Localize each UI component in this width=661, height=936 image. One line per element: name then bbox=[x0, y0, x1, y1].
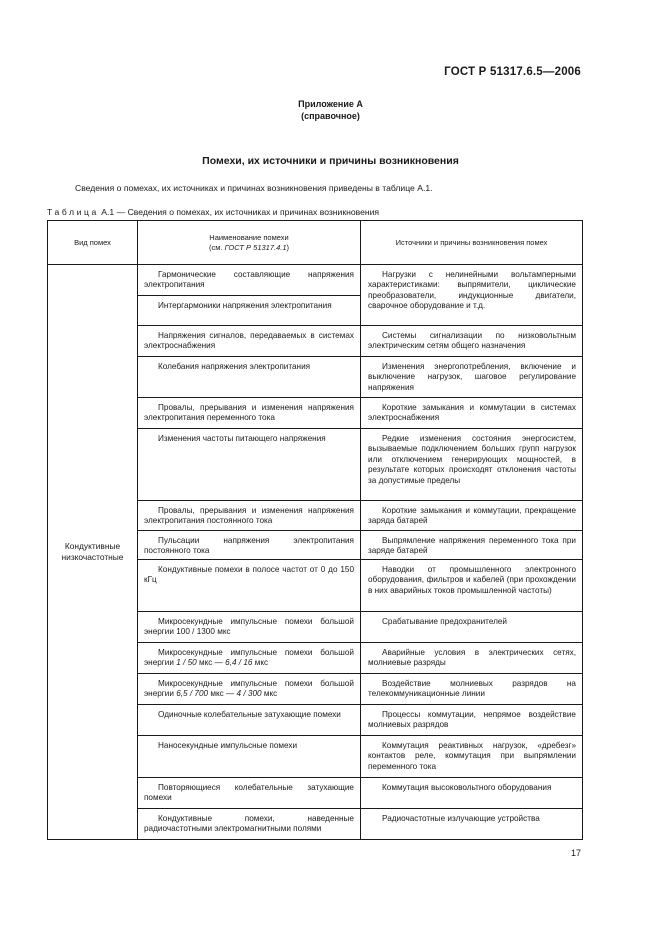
row-source: Коммутация реактивных нагрузок, «дребезг» контактов реле, коммутация при выпрямлении переменного тока bbox=[361, 735, 583, 777]
row-name: Провалы, прерывания и изменения напряжения электропитания постоянного тока bbox=[138, 501, 361, 531]
row-source: Процессы коммутации, непрямое воздействие молниевых разрядов bbox=[361, 704, 583, 735]
row-name-part: 6,4 / 16 bbox=[225, 658, 253, 668]
document-code: ГОСТ Р 51317.6.5—2006 bbox=[444, 66, 581, 78]
header-name-ref-suffix: ) bbox=[286, 242, 290, 252]
table-row bbox=[48, 265, 583, 296]
row-name: Пульсации напряжения электропитания постоянного тока bbox=[138, 531, 361, 560]
intro-paragraph: Сведения о помехах, их источниках и причинах возникновения приведены в таблице А.1. bbox=[75, 183, 433, 193]
table-caption-word: Таблица bbox=[47, 207, 99, 217]
row-name: Одиночные колебательные затухающие помехи bbox=[138, 704, 361, 735]
row-source: Радиочастотные излучающие устройства bbox=[361, 808, 583, 839]
row-source: Нагрузки с нелинейными вольтамперными характеристиками: выпрямители, циклические преобразователи, индукционные двигатели, сварочное оборудование и т.д. bbox=[361, 265, 583, 326]
row-source: Воздействие молниевых разрядов на телекоммуникационные линии bbox=[361, 673, 583, 704]
header-name bbox=[138, 221, 361, 265]
row-name: Напряжения сигналов, передаваемых в системах электроснабжения bbox=[138, 326, 361, 357]
row-name: Наносекундные импульсные помехи bbox=[138, 735, 361, 777]
row-name-part: мкс bbox=[261, 689, 278, 699]
row-name: Микросекундные импульсные помехи большой энергии 100 / 1300 мкс bbox=[138, 611, 361, 642]
row-source: Срабатывание предохранителей bbox=[361, 611, 583, 642]
row-name-part: Микросекундные импульсные помехи большой энергии bbox=[144, 678, 354, 699]
row-name-part: 4 / 300 bbox=[236, 689, 262, 699]
group-label: Кондуктивные низкочастотные bbox=[48, 265, 138, 840]
row-source: Редкие изменения состояния энергосистем, вызываемые подключением больших групп нагрузок или отключением генерирующих мощностей, в результате которых происходят отклонения частоты за допустимые пределы bbox=[361, 429, 583, 501]
header-kind: Вид помех bbox=[48, 221, 138, 265]
header-source: Источники и причины возникновения помех bbox=[361, 221, 583, 265]
row-name: Кондуктивные помехи, наведенные радиочастотными электромагнитными полями bbox=[138, 808, 361, 839]
annex-heading bbox=[0, 98, 661, 122]
row-name bbox=[138, 642, 361, 673]
row-source: Выпрямление напряжения переменного тока при заряде батарей bbox=[361, 531, 583, 560]
row-name: Колебания напряжения электропитания bbox=[138, 357, 361, 398]
section-heading: Помехи, их источники и причины возникновения bbox=[202, 155, 459, 167]
row-name bbox=[138, 673, 361, 704]
row-name-part: 1 / 50 bbox=[176, 658, 197, 668]
row-name: Изменения частоты питающего напряжения bbox=[138, 429, 361, 501]
row-name: Провалы, прерывания и изменения напряжения электропитания переменного тока bbox=[138, 398, 361, 429]
row-name-part: мкс — bbox=[196, 658, 226, 668]
row-source: Аварийные условия в электрических сетях, молниевые разряды bbox=[361, 642, 583, 673]
table-caption bbox=[47, 207, 379, 217]
table-caption-text: А.1 — Сведения о помехах, их источниках и причинах возникновения bbox=[101, 207, 380, 217]
row-name: Повторяющиеся колебательные затухающие помехи bbox=[138, 777, 361, 808]
header-name-line2 bbox=[138, 243, 360, 253]
annex-subtitle: (справочное) bbox=[301, 111, 360, 121]
row-name: Интергармоники напряжения электропитания bbox=[138, 296, 361, 326]
interference-table bbox=[47, 220, 583, 840]
page-number: 17 bbox=[570, 848, 581, 858]
row-name-part: мкс bbox=[252, 658, 269, 668]
annex-title: Приложение А bbox=[298, 99, 363, 109]
row-source: Короткие замыкания и коммутации, прекращение заряда батарей bbox=[361, 501, 583, 531]
row-source: Изменения энергопотребления, включение и выключение нагрузок, шаговое регулирование напряжения bbox=[361, 357, 583, 398]
table-header-row bbox=[48, 221, 583, 265]
row-name-part: Микросекундные импульсные помехи большой энергии bbox=[144, 647, 354, 668]
row-name: Кондуктивные помехи в полосе частот от 0 до 150 кГц bbox=[138, 559, 361, 611]
row-name-part: мкс — bbox=[208, 689, 237, 699]
row-source: Коммутация высоковольтного оборудования bbox=[361, 777, 583, 808]
row-source: Наводки от промышленного электронного оборудования, фильтров и кабелей (при прохождении в них аварийных токов промышленной частоты) bbox=[361, 559, 583, 611]
row-source: Системы сигнализации по низковольтным электрическим сетям общего назначения bbox=[361, 326, 583, 357]
row-source: Короткие замыкания и коммутации в системах электроснабжения bbox=[361, 398, 583, 429]
header-name-ref: ГОСТ Р 51317.4.1 bbox=[224, 242, 287, 252]
row-name: Гармонические составляющие напряжения электропитания bbox=[138, 265, 361, 296]
header-name-line1: Наименование помехи bbox=[209, 232, 289, 242]
header-name-ref-prefix: (см. bbox=[208, 242, 225, 252]
row-name-part: 6,5 / 700 bbox=[176, 689, 209, 699]
